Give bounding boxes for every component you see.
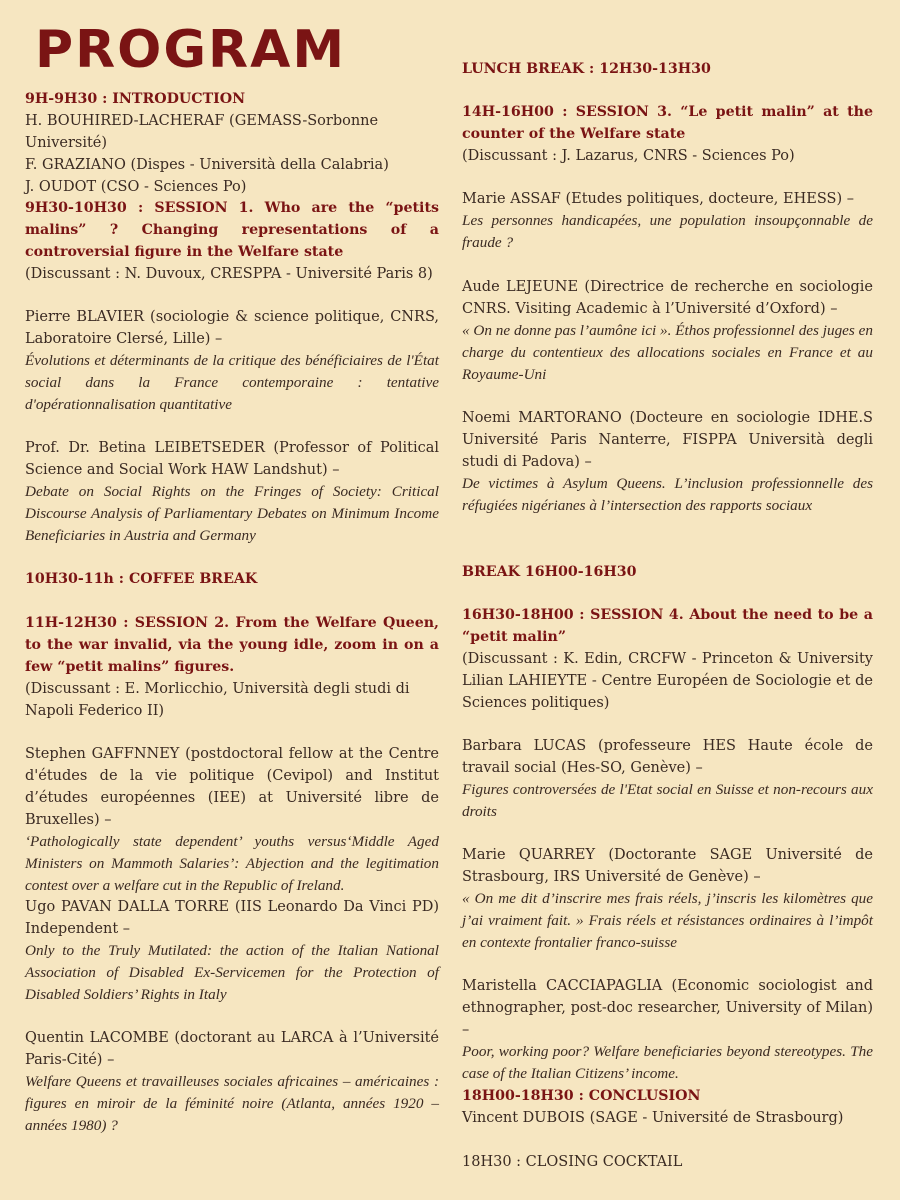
talk-speaker: Stephen GAFFNNEY (postdoctoral fellow at the Centre d'études de la vie politique (Cevipol) and Institut d’études européennes (IEE) at Université libre de Bruxelles) – (25, 746, 439, 828)
talk-martorano (462, 407, 873, 517)
talk-pavan (25, 896, 439, 1006)
conclusion-speaker: Vincent DUBOIS (SAGE - Université de Strasbourg) (462, 1110, 844, 1126)
talk-lucas (462, 735, 873, 823)
talk-speaker: Pierre BLAVIER (sociologie & science politique, CNRS, Laboratoire Clersé, Lille) – (25, 309, 439, 347)
session1-discussant: (Discussant : N. Duvoux, CRESPPA - Université Paris 8) (25, 266, 433, 282)
break-16h (462, 561, 873, 583)
talk-speaker: Prof. Dr. Betina LEIBETSEDER (Professor of Political Science and Social Work HAW Landshut) – (25, 440, 439, 478)
talk-assaf (462, 188, 873, 254)
talk-quarrey (462, 844, 873, 954)
talk-speaker: Quentin LACOMBE (doctorant au LARCA à l’Université Paris-Cité) – (25, 1030, 439, 1068)
conclusion-heading: 18H00-18H30 : CONCLUSION (462, 1088, 701, 1104)
session4-section (462, 604, 873, 714)
session3-heading: 14H-16H00 : SESSION 3. “Le petit malin” at the counter of the Welfare state (462, 104, 873, 142)
talk-title: « On ne donne pas l’aumône ici ». Éthos professionnel des juges en charge du contentieux des allocations sociales en France et au Royaume-Uni (462, 322, 873, 383)
closing-cocktail (462, 1151, 873, 1173)
talk-lacombe (25, 1027, 439, 1137)
session3-discussant: (Discussant : J. Lazarus, CNRS - Sciences Po) (462, 148, 795, 164)
talk-title: ‘Pathologically state dependent’ youths versus‘Middle Aged Ministers on Mammoth Salaries’: Abjection and the legitimation contest over a welfare cut in the Republic of Ireland. (25, 833, 439, 894)
page-title: PROGRAM (35, 20, 347, 80)
talk-blavier (25, 306, 439, 416)
talk-title: Welfare Queens et travailleuses sociales africaines – américaines : figures en miroir de la féminité noire (Atlanta, années 1920 – années 1980) ? (25, 1073, 439, 1134)
intro-heading: 9H-9H30 : INTRODUCTION (25, 91, 246, 107)
break-heading: BREAK 16H00-16H30 (462, 564, 637, 580)
session4-discussant: (Discussant : K. Edin, CRCFW - Princeton & University Lilian LAHIEYTE - Centre Européen de Sociologie et de Sciences politiques) (462, 651, 873, 711)
talk-speaker: Noemi MARTORANO (Docteure en sociologie IDHE.S Université Paris Nanterre, FISPPA Università degli studi di Padova) – (462, 410, 873, 470)
intro-name: H. BOUHIRED-LACHERAF (GEMASS-Sorbonne Université) (25, 113, 379, 151)
talk-gaffnney (25, 743, 439, 897)
talk-title: Les personnes handicapées, une population insoupçonnable de fraude ? (462, 212, 873, 251)
talk-speaker: Maristella CACCIAPAGLIA (Economic sociologist and ethnographer, post-doc researcher, University of Milan) – (462, 978, 873, 1038)
talk-title: De victimes à Asylum Queens. L’inclusion professionnelle des réfugiées nigérianes à l’intersection des rapports sociaux (462, 475, 873, 514)
talk-speaker: Barbara LUCAS (professeure HES Haute école de travail social (Hes-SO, Genève) – (462, 738, 873, 776)
talk-lejeune (462, 276, 873, 386)
session2-discussant: (Discussant : E. Morlicchio, Università degli studi di Napoli Federico II) (25, 681, 410, 719)
session1-section (25, 197, 439, 285)
talk-title: « On me dit d’inscrire mes frais réels, j’inscris les kilomètres que j’ai vraiment fait. » Frais réels et résistances ordinaires à l’impôt en contexte frontalier franco-suisse (462, 890, 873, 951)
lunch-break-heading: LUNCH BREAK : 12H30-13H30 (462, 61, 711, 77)
talk-speaker: Marie ASSAF (Etudes politiques, docteure, EHESS) – (462, 191, 854, 207)
session3-section (462, 101, 873, 167)
intro-name: J. OUDOT (CSO - Sciences Po) (25, 179, 247, 195)
closing-cocktail-text: 18H30 : CLOSING COCKTAIL (462, 1154, 683, 1170)
coffee-break (25, 568, 439, 590)
session1-heading: 9H30-10H30 : SESSION 1. Who are the “petits malins” ? Changing representations of a controversial figure in the Welfare state (25, 200, 439, 260)
talk-title: Évolutions et déterminants de la critique des bénéficiaires de l'État social dans la France contemporaine : tentative d'opérationnalisation quantitative (25, 352, 439, 413)
talk-speaker: Aude LEJEUNE (Directrice de recherche en sociologie CNRS. Visiting Academic à l’Université d’Oxford) – (462, 279, 873, 317)
talk-title: Only to the Truly Mutilated: the action of the Italian National Association of Disabled Ex-Servicemen for the Protection of Disabled Soldiers’ Rights in Italy (25, 942, 439, 1003)
coffee-break-heading: 10H30-11h : COFFEE BREAK (25, 571, 258, 587)
lunch-break (462, 58, 873, 80)
session2-section (25, 612, 439, 722)
intro-section (25, 88, 439, 198)
talk-cacciapaglia (462, 975, 873, 1085)
conclusion-section (462, 1085, 873, 1129)
session4-heading: 16H30-18H00 : SESSION 4. About the need to be a “petit malin” (462, 607, 873, 645)
talk-title: Poor, working poor? Welfare beneficiaries beyond stereotypes. The case of the Italian Citizens’ income. (462, 1043, 873, 1082)
session2-heading: 11H-12H30 : SESSION 2. From the Welfare Queen, to the war invalid, via the young idle, zoom in on a few “petit malins” figures. (25, 615, 439, 675)
talk-speaker: Ugo PAVAN DALLA TORRE (IIS Leonardo Da Vinci PD) Independent – (25, 899, 439, 937)
talk-leibetseder (25, 437, 439, 547)
talk-title: Debate on Social Rights on the Fringes of Society: Critical Discourse Analysis of Parliamentary Debates on Minimum Income Beneficiaries in Austria and Germany (25, 483, 439, 544)
intro-name: F. GRAZIANO (Dispes - Università della Calabria) (25, 157, 389, 173)
talk-title: Figures controversées de l'Etat social en Suisse et non-recours aux droits (462, 781, 873, 820)
talk-speaker: Marie QUARREY (Doctorante SAGE Université de Strasbourg, IRS Université de Genève) – (462, 847, 873, 885)
